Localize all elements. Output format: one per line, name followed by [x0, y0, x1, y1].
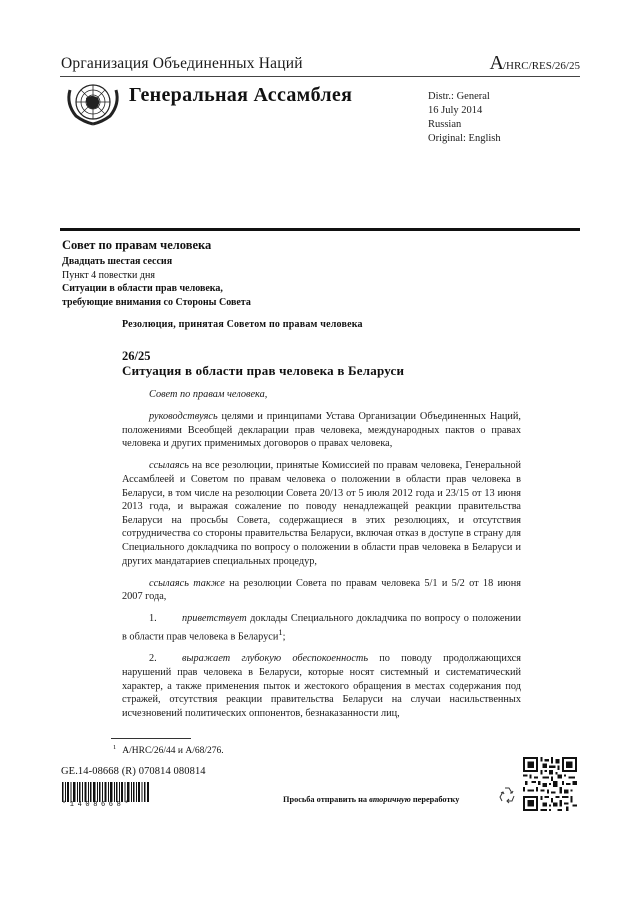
recycle-suffix: переработку: [410, 795, 460, 804]
distribution-language: Russian: [428, 119, 462, 130]
preamble-paragraph: [122, 577, 521, 604]
recycle-notice: [283, 795, 459, 804]
resolution-title: Ситуация в области прав человека в Беларуси: [122, 363, 405, 378]
operative-text: по поводу продолжающихся нарушений прав человека в Беларуси, которые носят системный и систематический характер, а также применения пыток и жестокого обращения в местах содержания под стражей, отсутствия реакции правительства Беларуси на случаи насильственных исчезновений политических оппонентов, безнаказанности лиц,: [122, 653, 521, 719]
distribution-block: [428, 90, 501, 146]
section-rule: [60, 228, 580, 231]
operative-paragraph: [122, 652, 521, 720]
preamble-text: на все резолюции, принятые Комиссией по правам человека, Генеральной Ассамблеей и Советом по правам человека о положении в области прав человека в Беларуси, в том числе на резолюции Совета 20/13 от 5 июля 2012 года и 23/15 от 13 июня 2013 года, и выражая сожаление по поводу ненадлежащей реакции правительства Беларуси на просьбы Совета, содержащиеся в этих резолюциях, и отсутствия сотрудничества со стороны правительства Беларуси, включая отказ в доступе в страну для Специального докладчика по вопросу о положении в области прав человека в Беларуси и других мандатариев специальных процедур,: [122, 460, 521, 567]
organization-name: Организация Объединенных Наций: [61, 55, 303, 72]
operative-paragraph: [122, 612, 521, 644]
operative-text: доклады Специального докладчика по вопросу о положении в области прав человека в Беларуси: [122, 613, 521, 643]
adopted-by-label: Резолюция, принятая Советом по правам человека: [122, 319, 363, 330]
preamble-italic: ссылаясь также: [149, 577, 225, 589]
barcode-icon: [62, 782, 150, 802]
resolution-number: 26/25: [122, 349, 151, 363]
session-label: Двадцать шестая сессия: [62, 256, 173, 267]
resolution-body: [122, 388, 521, 729]
distribution-date: 16 July 2014: [428, 105, 483, 116]
preamble-text: целями и принципами Устава Организации Объединенных Наций, положениями Всеобщей декларации прав человека, международных пактов о правах человека и других применимых договоров о правах человека,: [122, 411, 521, 450]
preamble-italic: Совет по правам человека,: [149, 389, 268, 400]
distribution-type: Distr.: General: [428, 91, 490, 102]
preamble-paragraph: [122, 459, 521, 568]
agenda-title: [62, 282, 322, 310]
agenda-item: Пункт 4 повестки дня: [62, 270, 155, 281]
operative-italic: приветствует: [182, 613, 247, 625]
agenda-title-line-2: требующие внимания со Стороны Совета: [62, 297, 251, 308]
recycle-italic: вторичную: [369, 795, 411, 804]
operative-punct: ;: [282, 631, 286, 643]
preamble-paragraph: [122, 388, 521, 402]
council-name: Совет по правам человека: [62, 238, 212, 252]
un-emblem-icon: [62, 80, 124, 130]
operative-italic: выражает глубокую обеспокоенность: [182, 653, 369, 665]
document-symbol: [490, 52, 580, 75]
symbol-rest: /HRC/RES/26/25: [502, 60, 580, 72]
header-rule: [60, 76, 580, 77]
footnote-text: A/HRC/26/44 и A/68/276.: [122, 746, 224, 757]
symbol-prefix: A: [489, 52, 503, 74]
barcode-number: *1408668*: [62, 801, 133, 809]
preamble-text: на резолюции Совета по правам человека 5/1 и 5/2 от 18 июня 2007 года,: [122, 577, 521, 603]
distribution-original: Original: English: [428, 133, 501, 144]
qr-code-icon: [522, 757, 578, 811]
footnote-rule: [111, 738, 191, 739]
preamble-paragraph: [122, 410, 521, 451]
preamble-italic: ссылаясь: [149, 460, 189, 472]
paragraph-number: 1.: [149, 613, 157, 625]
recycle-prefix: Просьба отправить на: [283, 795, 370, 804]
paragraph-number: 2.: [149, 653, 157, 665]
footnote: [113, 744, 224, 756]
preamble-italic: руководствуясь: [149, 411, 218, 423]
recycle-icon: [497, 785, 517, 805]
agenda-title-line-1: Ситуации в области прав человека,: [62, 283, 223, 294]
footnote-reference[interactable]: 1: [278, 626, 283, 637]
assembly-title: Генеральная Ассамблея: [129, 84, 353, 106]
footnote-marker: 1: [113, 744, 117, 751]
job-number: GE.14-08668 (R) 070814 080814: [61, 766, 206, 777]
